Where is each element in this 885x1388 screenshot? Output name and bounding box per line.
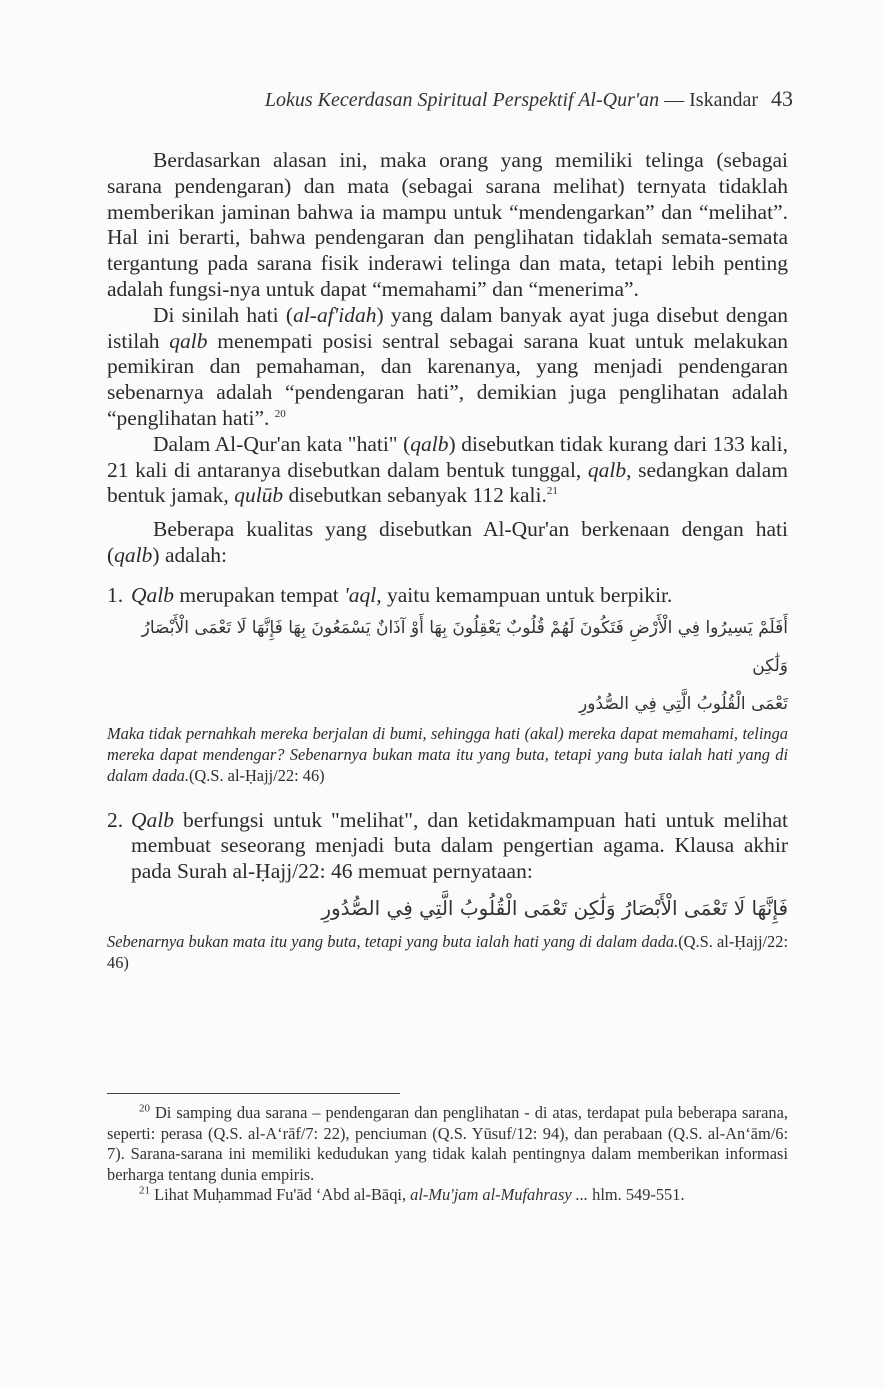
text-span: menempati posisi sentral sebagai sarana kuat untuk melakukan pemikiran dan pemahaman, dan karenanya, yang menjadi pendengaran sebenarnya adalah “pendengaran hati”, demikian juga penglihatan adalah “penglihatan hati”. [107, 328, 788, 430]
verse-translation-1 [107, 723, 788, 786]
footnotes [107, 1103, 788, 1206]
page-number: 43 [771, 86, 793, 111]
footnote-20 [107, 1103, 788, 1185]
list-item-text [131, 808, 788, 885]
text-span: , sedangkan dalam bentuk jamak, [107, 457, 788, 508]
verse-translation-2 [107, 931, 788, 973]
footnote-21 [107, 1185, 788, 1206]
text-span: Dalam Al-Qur'an kata "hati" ( [153, 431, 411, 456]
arabic-line: فَإِنَّهَا لَا تَعْمَى الْأَبْصَارُ وَلَٰكِن تَعْمَى الْقُلُوبُ الَّتِي فِي الصُّدُورِ [321, 895, 788, 920]
list-number: 1. [107, 582, 124, 607]
list-item-1 [107, 583, 788, 609]
paragraph-1: Berdasarkan alasan ini, maka orang yang memiliki telinga (sebagai sarana pendengaran) dan mata (sebagai sarana melihat) ternyata tidaklah memberikan jaminan bahwa ia mampu untuk “mendengarkan” dan “melihat”. Hal ini berarti, bahwa pendengaran dan penglihatan tidaklah semata-semata tergantung pada sarana fisik inderawi telinga dan mata, tetapi lebih penting adalah fungsi-nya untuk dapat “memahami” dan “menerima”. [107, 148, 788, 301]
running-author: — Iskandar [664, 89, 758, 111]
list-item-text [131, 583, 788, 609]
italic-term: qalb [114, 542, 153, 567]
list-item-2 [107, 808, 788, 885]
footnote-number: 21 [139, 1184, 150, 1197]
footnote-text: Lihat Muḥammad Fu'ād ‘Abd al-Bāqi, [150, 1185, 411, 1204]
text-span: Beberapa kualitas yang disebutkan Al-Qur'an berkenaan dengan hati ( [107, 517, 788, 567]
italic-term: al-af'idah [293, 302, 377, 327]
italic-term: 'aql, [344, 582, 382, 607]
italic-term: qalb [410, 431, 449, 456]
footnote-number: 20 [139, 1102, 150, 1115]
footnote-separator [107, 1093, 400, 1094]
text-span: merupakan tempat [174, 582, 345, 607]
text-span: ) yang dalam banyak ayat juga disebut dengan istilah [107, 302, 789, 353]
text-span: Di sinilah hati ( [153, 302, 294, 327]
running-header [0, 86, 885, 112]
spacer [107, 786, 788, 800]
paragraph-3 [107, 432, 788, 509]
list-number: 2. [107, 807, 124, 832]
italic-term: Qalb [131, 582, 174, 607]
quran-verse-2 [107, 885, 788, 931]
arabic-line: أَفَلَمْ يَسِيرُوا فِي الْأَرْضِ فَتَكُونَ لَهُمْ قُلُوبٌ يَعْقِلُونَ بِهَا أَوْ آذَانٌ يَسْمَعُونَ بِهَا فَإِنَّهَا لَا تَعْمَى الْأَبْصَارُ وَلَٰكِن [141, 617, 788, 676]
arabic-line: تَعْمَى الْقُلُوبُ الَّتِي فِي الصُّدُورِ [579, 693, 788, 714]
italic-term: qalb [169, 328, 208, 353]
italic-term: Qalb [131, 807, 174, 832]
footnote-ref-20[interactable]: 20 [274, 407, 286, 420]
running-title: Lokus Kecerdasan Spiritual Perspektif Al-Qur'an [264, 89, 660, 111]
main-text [107, 148, 788, 973]
paragraph-2 [107, 303, 788, 432]
translation-text: Sebenarnya bukan mata itu yang buta, tetapi yang buta ialah hati yang di dalam dada. [107, 931, 679, 951]
verse-reference: (Q.S. al-Ḥajj/22: 46) [107, 931, 788, 972]
spacer [107, 800, 788, 808]
text-span: ) adalah: [152, 542, 228, 567]
text-span: yaitu kemampuan untuk berpikir. [381, 582, 673, 607]
spacer [107, 569, 788, 583]
text-span: disebutkan sebanyak 112 kali. [283, 483, 547, 508]
quran-verse-1 [107, 609, 788, 723]
text-span: berfungsi untuk "melihat", dan ketidakmampuan hati untuk melihat membuat seseorang menjadi buta dalam pengertian agama. Klausa akhir pada Surah al-Ḥajj/22: 46 memuat pernyataan: [131, 807, 788, 884]
italic-term: qulūb [234, 483, 284, 508]
footnote-text: Di samping dua sarana – pendengaran dan penglihatan - di atas, terdapat pula beberapa sarana, seperti: perasa (Q.S. al-A‘rāf/7: 22), penciuman (Q.S. Yūsuf/12: 94), dan perabaan (Q.S. al-An‘ām/6: 7). Sarana-sarana ini memiliki kedudukan yang tidak kalah pentingnya dalam memberikan informasi berharga tentang dunia empiris. [107, 1103, 788, 1184]
text-span: ) disebutkan tidak kurang dari 133 kali, 21 kali di antaranya disebutkan dalam bentuk tunggal, [107, 431, 788, 482]
paragraph-4 [107, 517, 788, 569]
italic-term: qalb [587, 457, 627, 482]
spacer [107, 509, 788, 517]
italic-title: al-Mu'jam al-Mufahrasy ... [410, 1185, 589, 1204]
verse-reference: (Q.S. al-Ḥajj/22: 46) [188, 765, 325, 785]
footnote-text: hlm. 549-551. [588, 1185, 685, 1204]
translation-text: Maka tidak pernahkah mereka berjalan di bumi, sehingga hati (akal) mereka dapat memahami, telinga mereka dapat mendengar? Sebenarnya bukan mata itu yang buta, tetapi yang buta ialah hati yang di dalam dada. [107, 723, 788, 785]
footnote-ref-21[interactable]: 21 [546, 485, 558, 498]
